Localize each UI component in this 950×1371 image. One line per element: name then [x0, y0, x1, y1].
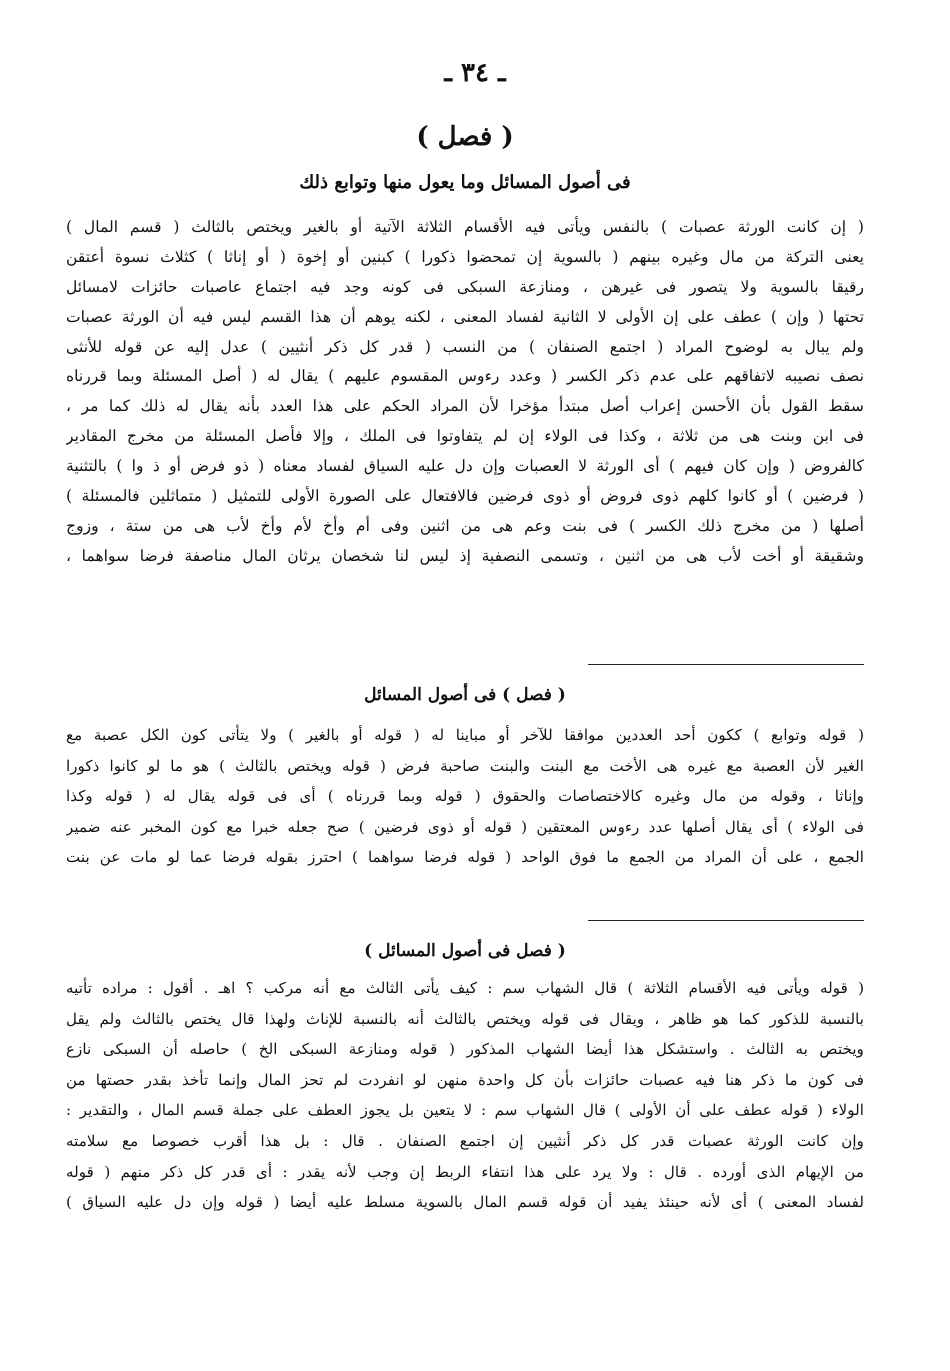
commentary-line: الغير لأن العصبة مع غيره هى الأخت مع البنت والبنت صاحبة فرض ( قوله ويختص بالثالث ) هو ما لو كانوا ذكورا — [66, 756, 864, 775]
divider-rule — [588, 664, 864, 665]
gloss-line: الولاء ( قوله عطف على أن الأولى ) قال الشهاب سم : لا يتعين بل يجوز العطف على جملة قسم المال ، والتقدير : — [66, 1101, 864, 1120]
commentary-line: الجمع ، على أن المراد من الجمع ما فوق الواحد ( قوله فرضا سواهما ) احترز بقوله فرضا عما لو مات عن بنت — [66, 848, 864, 867]
main-line: كالفروض ( وإن كان فيهم ) أى الورثة لا العصبات وإن دل عليه السياق لفساد معناه ( ذو فرض أو ذ وا ) بالتثنية — [66, 457, 864, 476]
gloss-line: فى كون ما ذكر هنا فيه عصبات حائزات بأن كل واحدة منهن لو انفردت لم تحز المال وإنما تأخذ بقدر حصتها من — [66, 1070, 864, 1089]
main-line: أصلها ( من مخرج ذلك الكسر ) فى بنت وعم هى من اثنين وفى أم وأخ لأم وأخ لأب هى من ستة ، وزوج — [66, 516, 864, 535]
commentary-heading: ( فصل ) فى أصول المسائل — [364, 685, 566, 705]
main-line: سقط القول بأن الأحسن إعراب أصل مبتدأ مؤخرا لأن المراد الحكم على هذا العدد بأنه يقال له ذلك كما مر ، — [66, 397, 864, 416]
gloss-heading: ( فصل فى أصول المسائل ) — [364, 941, 566, 961]
gloss-line: ويختص به الثالث . واستشكل هذا أيضا الشهاب المذكور ( قوله ومنازعة السبكى الخ ) حاصله أن السبكى نازع — [66, 1040, 864, 1059]
main-line: ( فرضين ) أو كانوا كلهم ذوى فروض أو ذوى فرضين فالافتعال على الصورة الأولى للتمثيل ( متماثلين فالمسئلة ) — [66, 487, 864, 506]
gloss-line: ( قوله ويأتى فيه الأقسام الثلاثة ) قال الشهاب سم : كيف يأتى الثالث مع أنه مركب ؟ اهـ . أقول : مراده تأتيه — [66, 979, 864, 997]
main-line: فى ابن وبنت هى من ثلاثة ، وكذا فى الولاء إن لم يتفاوتوا فى الملك ، وإلا فأصل المسئلة من مخرج المقادير — [66, 427, 864, 446]
page-number: ـ ٣٤ ـ — [444, 58, 506, 88]
main-line: ولم يبال به لوضوح المراد ( اجتمع الصنفان ) من النسب ( قدر كل ذكر أنثيين ) عدل إليه عن قوله للأنثى — [66, 337, 864, 356]
commentary-line: فى الولاء ) أى يقال أصلها عدد رءوس المعتقين ( قوله أو ذوى فرضين ) صح جعله خبرا مع كون المخبر عنه ضمير — [66, 817, 864, 836]
main-line: نصف نصيبه لاتفاقهم على عدم ذكر الكسر ( وعدد رءوس المقسوم عليهم ) يقال له ( أصل المسئلة وبما قررناه — [66, 367, 864, 386]
section-subheading: فى أصول المسائل وما يعول منها وتوابع ذلك — [299, 172, 631, 193]
main-text — [66, 213, 864, 572]
main-line: ( إن كانت الورثة عصبات ) بالنفس ويأتى فيه الأقسام الثلاثة الآتية أو بالغير ويختص بالثالث ( قسم المال ) — [66, 218, 864, 236]
gloss-line: بالنسبة للذكور كما هو ظاهر ، ويقال فى قوله ويختص بالثالث أنه بالنسبة للإناث ولهذا قال يختص بالثالث ولم يقل — [66, 1009, 864, 1028]
main-line: يعنى التركة من مال وغيره بينهم ( بالسوية إن تمحضوا ذكورا ) كبنين أو إخوة ( أو إناثا ) كثلاث نسوة أعتقن — [66, 247, 864, 266]
gloss-line: وإن كانت الورثة عصبات قدر كل ذكر أنثيين إن اجتمع الصنفان . قال : بل هذا أقرب خصوصا مع سلامته — [66, 1131, 864, 1150]
section-heading: ( فصل ) — [416, 122, 514, 152]
main-line: وشقيقة أو أخت لأب هى من اثنين ، وتسمى النصفية إذ ليس لنا شخصان يرثان المال مناصفة فرضا سواهما ، — [66, 546, 864, 565]
commentary-line: ( قوله وتوابع ) ككون أحد العددين موافقا للآخر أو مباينا له ( قوله أو بالغير ) ولا يتأتى كون الكل عصبة مع — [66, 726, 864, 744]
commentary-text — [66, 720, 864, 873]
gloss-line: لفساد المعنى ) أى لأنه حينئذ يفيد أن قوله قسم المال بالسوية مسلط عليه أيضا ( قوله وإن دل عليه السياق ) — [66, 1193, 864, 1212]
main-line: تحتها ( وإن ) عطف على إن الأولى لا الثانية لفساد المعنى ، لكنه يوهم أن هذا القسم ليس فيه أن الورثة عصبات — [66, 307, 864, 326]
divider-rule — [588, 920, 864, 921]
main-line: رقيقا بالسوية ولا يتصور فى غيرهن ، ومنازعة السبكى فى كونه وجد فيه اجتماع عاصبات حائزات لامسائل — [66, 277, 864, 296]
gloss-line: من الإيهام الذى أورده . قال : ولا يرد على هذا انتفاء الربط إن وجب لأنه يقدر : أى قدر كل ذكر منهم ( قوله — [66, 1162, 864, 1181]
gloss-text — [66, 973, 864, 1218]
commentary-line: وإناثا ، وقوله من مال وغيره كالاختصاصات والحقوق ( قوله وبما قررناه ) أى فى قوله يقال له ( قوله وكذا — [66, 787, 864, 806]
